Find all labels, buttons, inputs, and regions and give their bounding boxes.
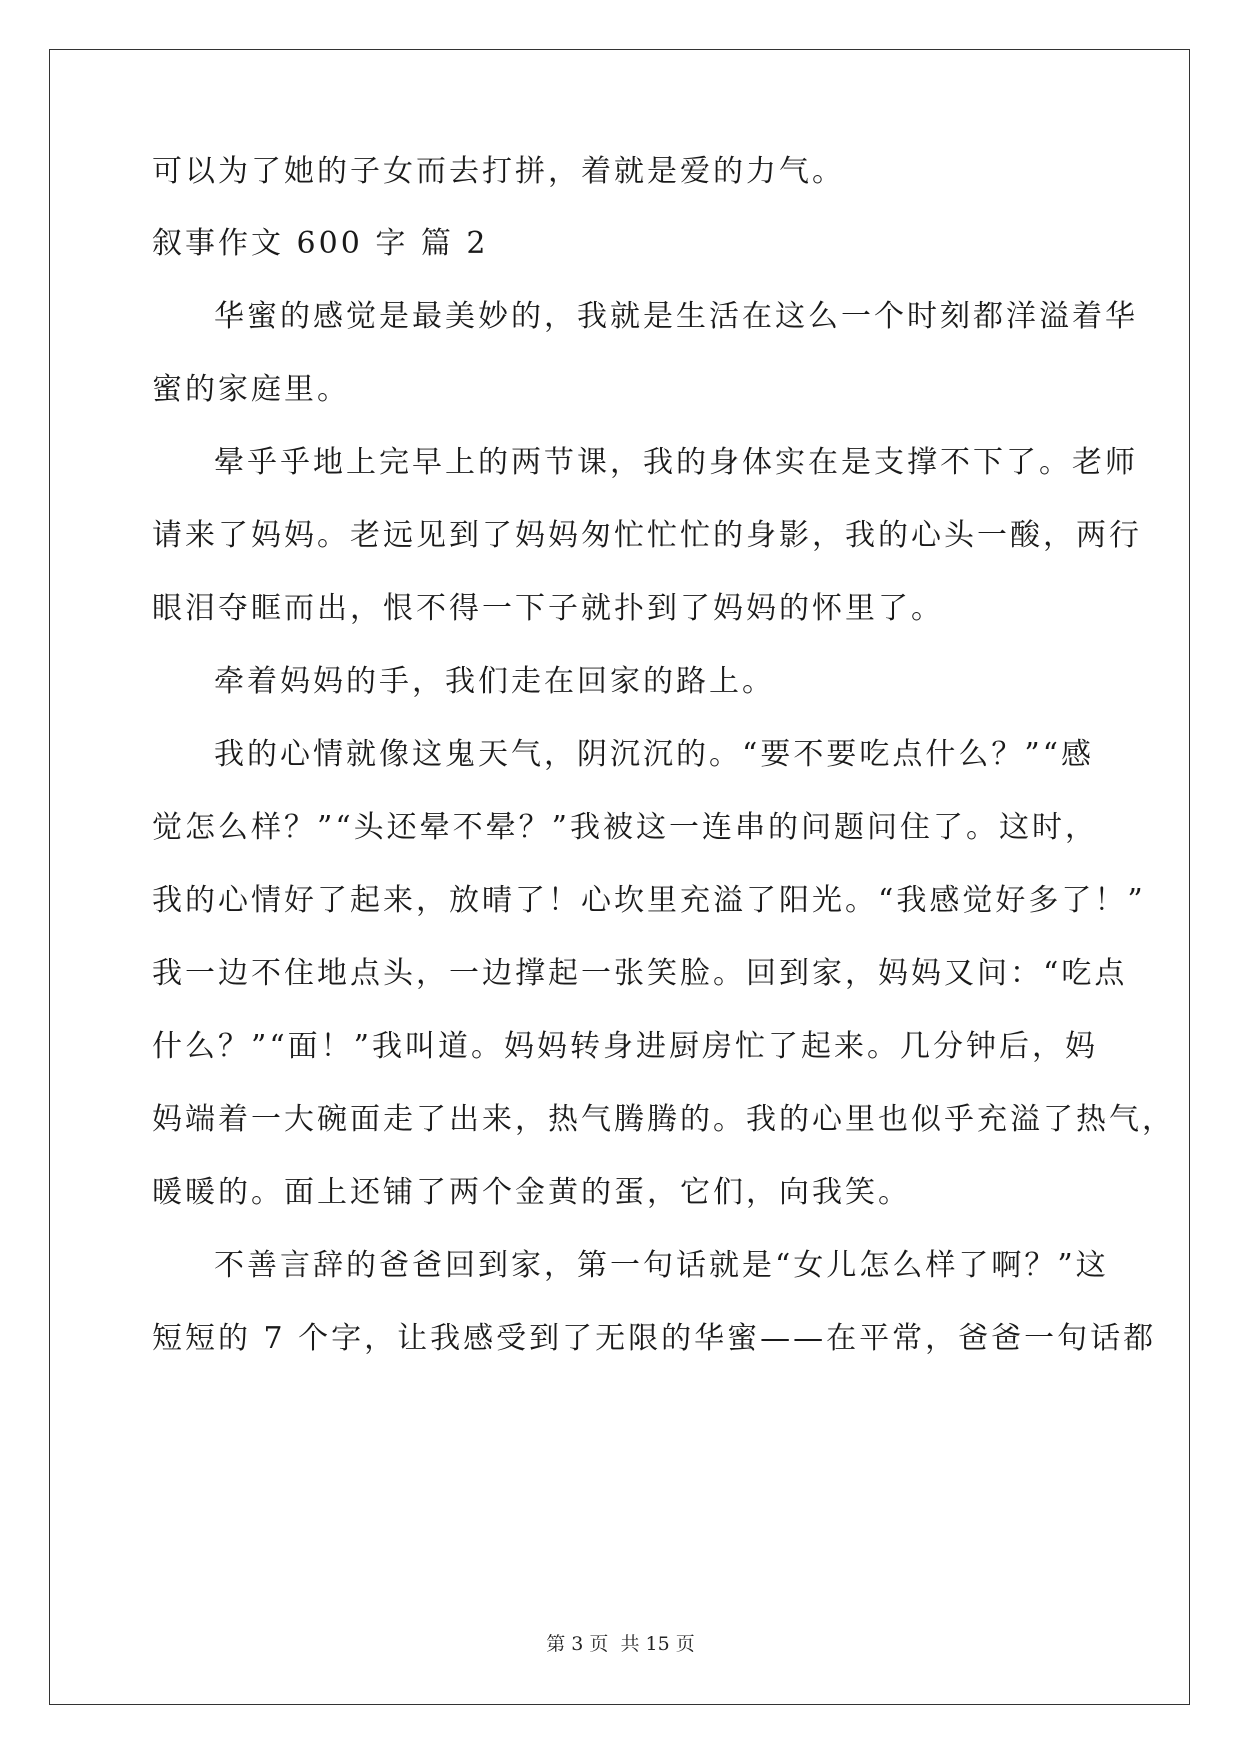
text-line: 我的心情好了起来，放晴了！心坎里充溢了阳光。“我感觉好多了！” (152, 883, 1146, 918)
text-line: 牵着妈妈的手，我们走在回家的路上。 (214, 664, 775, 699)
section-heading: 叙事作文 600 字 篇 2 (152, 226, 489, 261)
current-page-number: 第 3 页 (546, 1633, 609, 1655)
total-pages: 共 15 页 (620, 1633, 695, 1655)
text-line: 请来了妈妈。老远见到了妈妈匆忙忙忙的身影，我的心头一酸，两行 (152, 518, 1142, 553)
text-line: 暖暖的。面上还铺了两个金黄的蛋，它们，向我笑。 (152, 1175, 911, 1210)
text-line: 可以为了她的子女而去打拼，着就是爱的力气。 (152, 154, 845, 189)
text-line: 妈端着一大碗面走了出来，热气腾腾的。我的心里也似乎充溢了热气， (152, 1102, 1175, 1137)
text-line: 不善言辞的爸爸回到家，第一句话就是“女儿怎么样了啊？”这 (214, 1248, 1109, 1283)
text-line: 蜜的家庭里。 (152, 372, 350, 407)
text-line: 华蜜的感觉是最美妙的，我就是生活在这么一个时刻都洋溢着华 (214, 299, 1138, 334)
text-line: 我的心情就像这鬼天气，阴沉沉的。“要不要吃点什么？”“感 (214, 737, 1095, 772)
text-line: 什么？”“面！”我叫道。妈妈转身进厨房忙了起来。几分钟后，妈 (152, 1029, 1099, 1064)
text-line: 我一边不住地点头，一边撑起一张笑脸。回到家，妈妈又问：“吃点 (152, 956, 1128, 991)
text-line: 觉怎么样？”“头还晕不晕？”我被这一连串的问题问住了。这时， (152, 810, 1099, 845)
text-line: 眼泪夺眶而出，恨不得一下子就扑到了妈妈的怀里了。 (152, 591, 944, 626)
page-footer (0, 1632, 1241, 1656)
text-line: 短短的 7 个字，让我感受到了无限的华蜜——在平常，爸爸一句话都 (152, 1321, 1157, 1356)
text-line: 晕乎乎地上完早上的两节课，我的身体实在是支撑不下了。老师 (214, 445, 1138, 480)
